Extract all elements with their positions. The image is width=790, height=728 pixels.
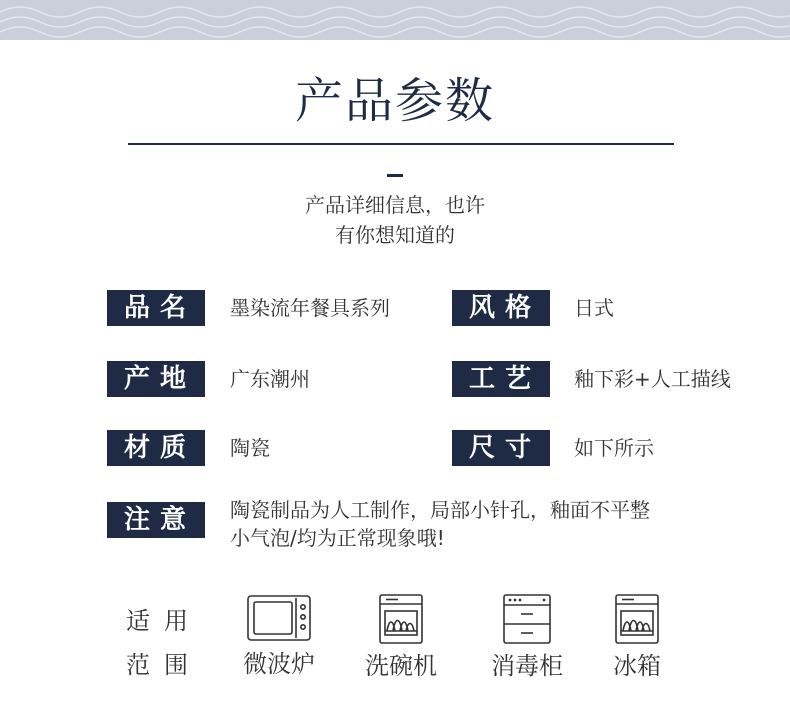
microwave-icon [246, 593, 312, 643]
usage-item-fridge [582, 593, 692, 681]
param-value-style: 日式 [574, 296, 614, 320]
usage-item-sterilizer [472, 593, 582, 681]
usage-item-dishwasher [346, 593, 456, 681]
param-value-material: 陶瓷 [230, 436, 270, 460]
param-label-material: 材质 [107, 430, 205, 466]
page-title: 产品参数 [294, 73, 495, 129]
param-value-name: 墨染流年餐具系列 [230, 296, 390, 320]
usage-item-dishwasher-label: 洗碗机 [365, 652, 437, 680]
note-line-2: 小气泡/均为正常现象哦! [230, 526, 445, 550]
param-value-size: 如下所示 [574, 436, 654, 460]
subtitle-line-1: 产品详细信息，也许 [305, 193, 485, 217]
param-value-craft: 釉下彩+人工描线 [574, 367, 731, 391]
usage-item-microwave-label: 微波炉 [243, 650, 315, 678]
param-label-size: 尺寸 [452, 430, 550, 466]
sterilizer-icon [501, 593, 553, 645]
usage-item-sterilizer-label: 消毒柜 [491, 652, 563, 680]
subtitle [0, 190, 790, 250]
usage-item-microwave [224, 593, 334, 679]
param-label-origin: 产地 [107, 361, 205, 397]
title-divider [128, 143, 674, 145]
title-dash [387, 174, 403, 177]
usage-label-line-1: 适用 [126, 607, 202, 635]
fridge-icon [613, 593, 661, 645]
param-value-note [230, 496, 650, 552]
param-label-name: 品名 [107, 290, 205, 326]
param-value-origin: 广东潮州 [230, 367, 310, 391]
note-line-1: 陶瓷制品为人工制作，局部小针孔，釉面不平整 [230, 498, 650, 522]
param-label-style: 风格 [452, 290, 550, 326]
param-label-note: 注意 [107, 502, 205, 538]
usage-item-fridge-label: 冰箱 [613, 652, 661, 680]
subtitle-line-2: 有你想知道的 [335, 223, 455, 247]
usage-label-line-2: 范围 [126, 651, 202, 679]
dishwasher-icon [377, 593, 425, 645]
wave-pattern-band [0, 0, 790, 40]
param-label-craft: 工艺 [452, 361, 550, 397]
